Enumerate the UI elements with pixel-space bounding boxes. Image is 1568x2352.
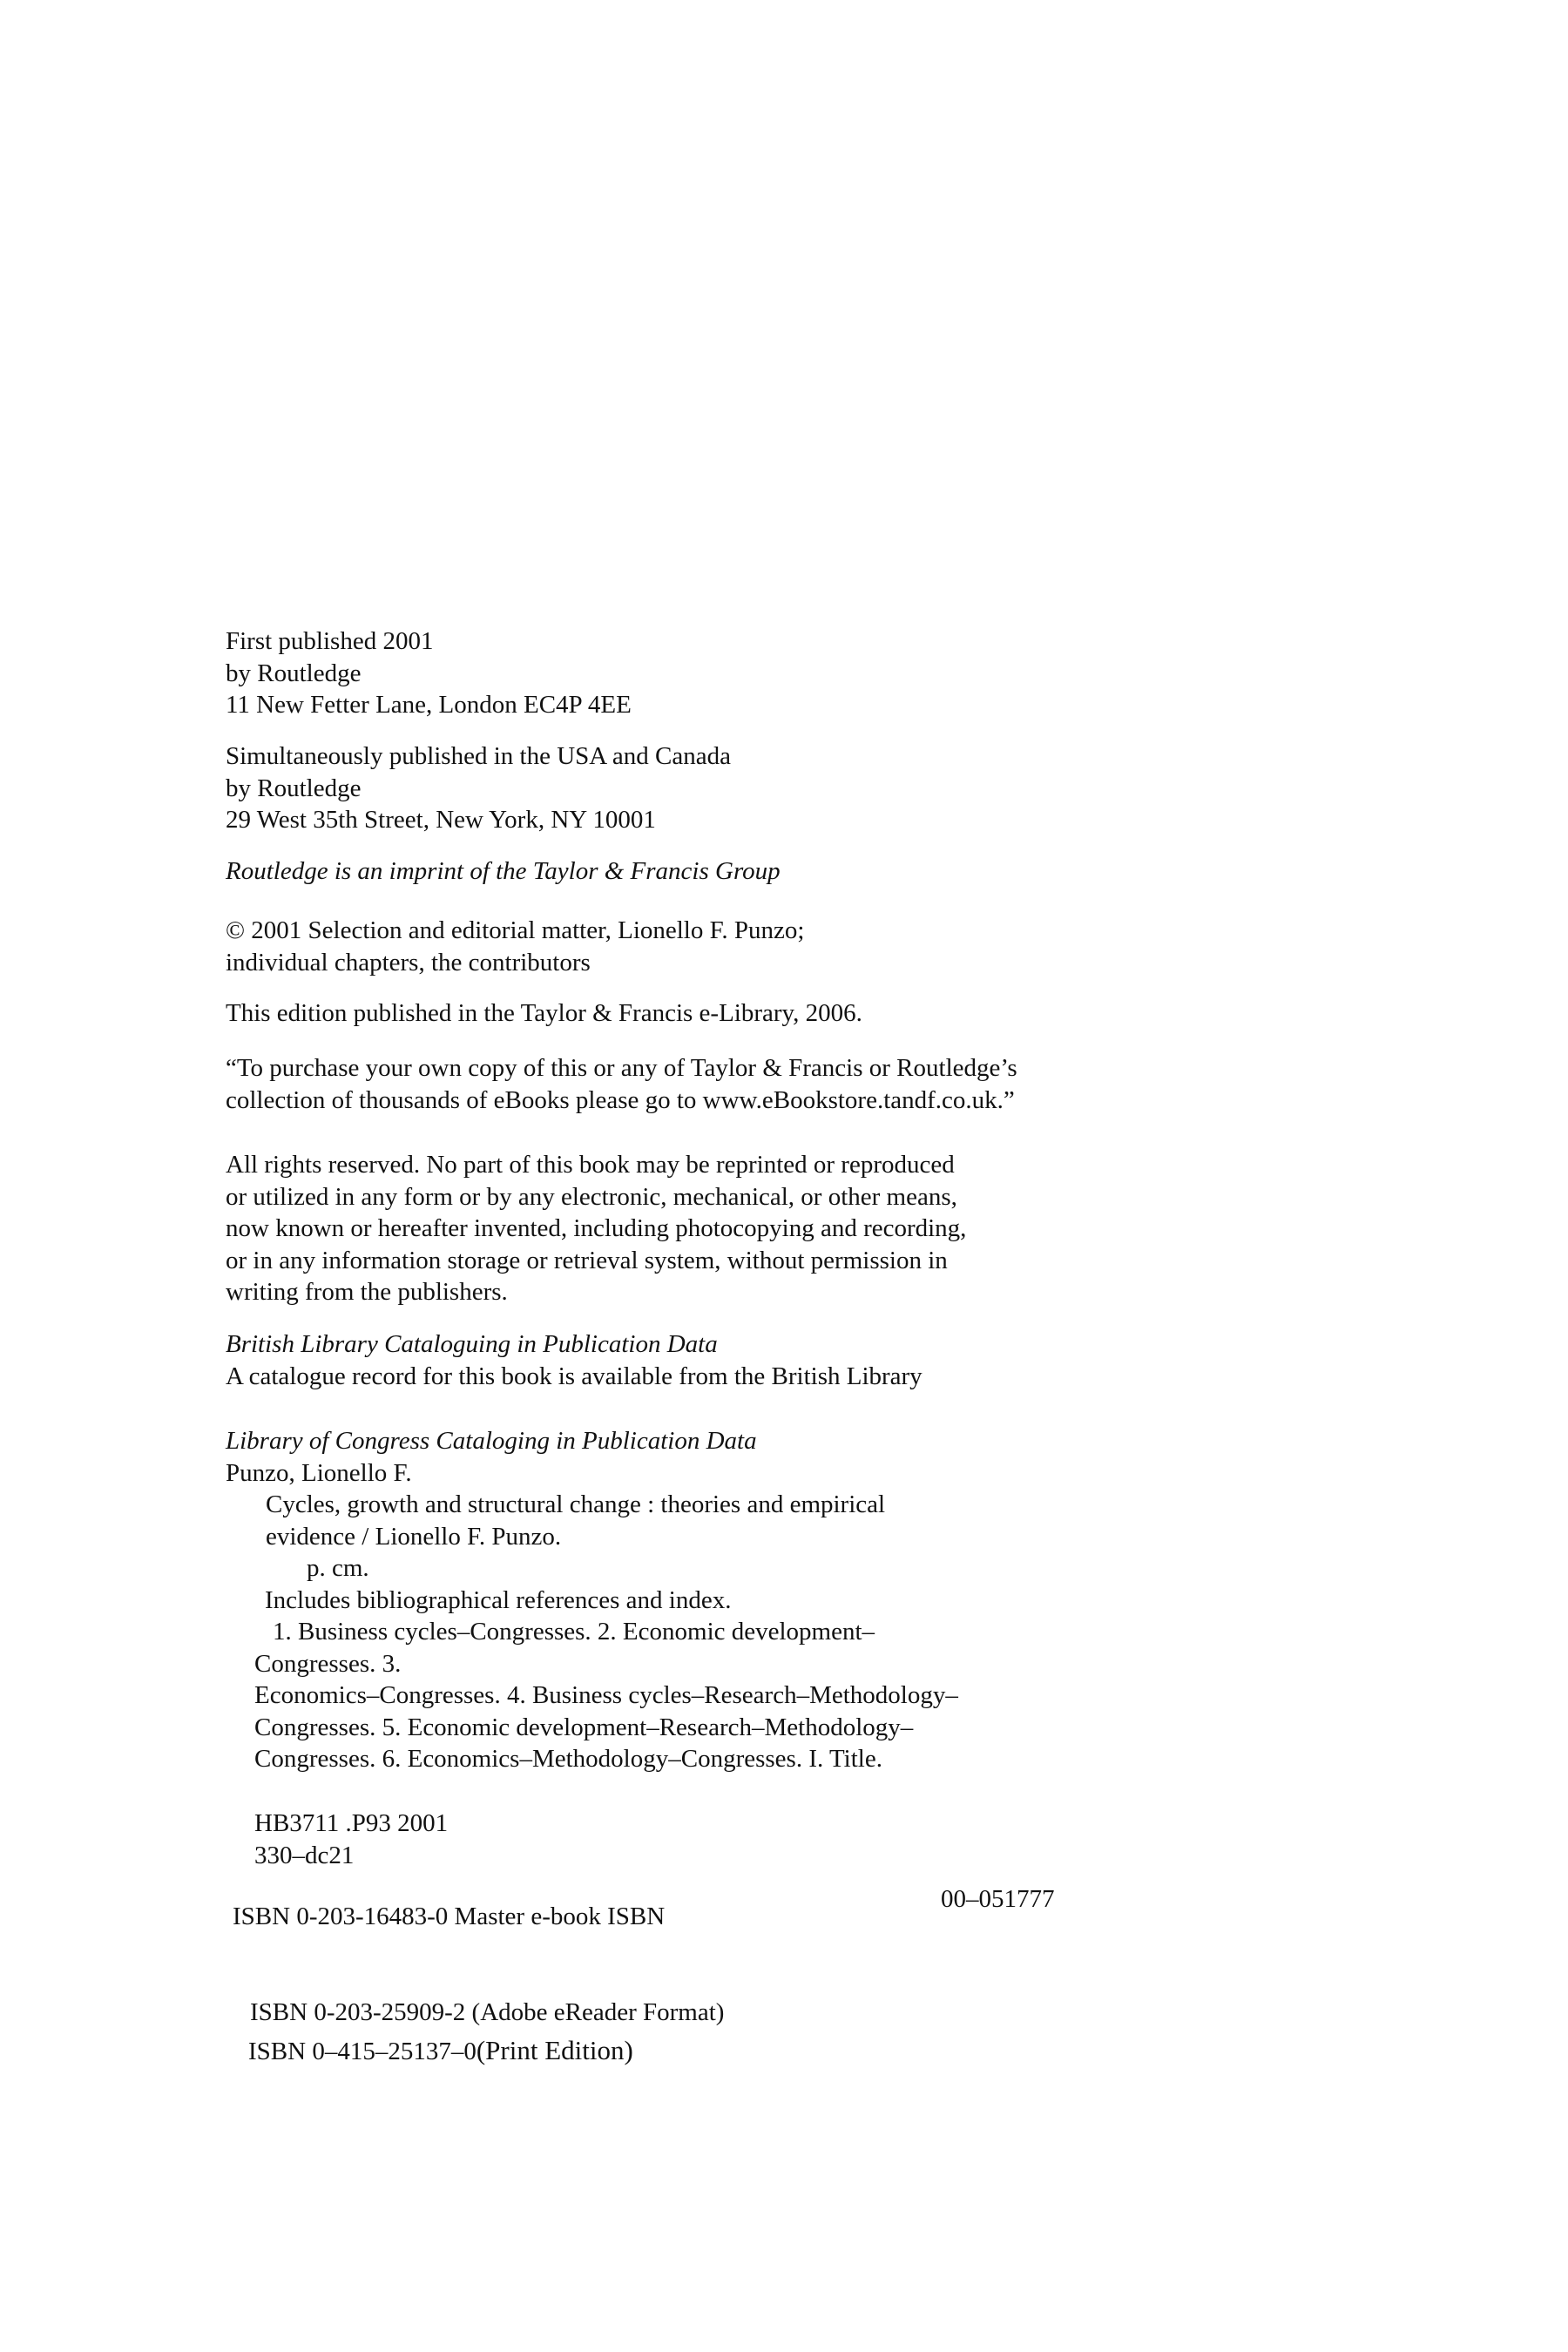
library-of-congress-lccn: 00–051777 bbox=[941, 1885, 1055, 1913]
library-of-congress-title: Library of Congress Cataloging in Publication Data bbox=[226, 1427, 757, 1455]
first-published-address: 11 New Fetter Lane, London EC4P 4EE bbox=[226, 691, 632, 719]
library-of-congress-dewey: 330–dc21 bbox=[254, 1841, 355, 1869]
british-library-text: A catalogue record for this book is available from the British Library bbox=[226, 1362, 923, 1390]
library-of-congress-subject-line: Congresses. 5. Economic development–Research–Methodology– bbox=[254, 1713, 914, 1741]
library-of-congress-entry-line: evidence / Lionello F. Punzo. bbox=[266, 1522, 562, 1551]
purchase-note-line: collection of thousands of eBooks please go to www.eBookstore.tandf.co.uk.” bbox=[226, 1085, 1015, 1114]
rights-line: or utilized in any form or by any electronic, mechanical, or other means, bbox=[226, 1182, 957, 1211]
rights-line: now known or hereafter invented, including photocopying and recording, bbox=[226, 1214, 967, 1242]
library-of-congress-author: Punzo, Lionello F. bbox=[226, 1458, 412, 1487]
library-of-congress-subject-line: 1. Business cycles–Congresses. 2. Economic development– bbox=[273, 1618, 875, 1646]
isbn-print-suffix: (Print Edition) bbox=[476, 2035, 633, 2065]
edition-note-text: This edition published in the Taylor & Francis e-Library, 2006. bbox=[226, 999, 862, 1027]
library-of-congress-subject-line: Congresses. 3. bbox=[254, 1649, 402, 1678]
print-isbn-block bbox=[248, 2035, 1250, 2068]
isbn-print-number: ISBN 0–415–25137–0 bbox=[248, 2038, 476, 2065]
library-of-congress-pages: p. cm. bbox=[307, 1554, 369, 1582]
rights-line: writing from the publishers. bbox=[226, 1278, 508, 1306]
simultaneous-publication-address: 29 West 35th Street, New York, NY 10001 bbox=[226, 806, 656, 834]
library-of-congress-includes: Includes bibliographical references and index. bbox=[265, 1585, 732, 1614]
master-isbn-block bbox=[233, 1901, 1234, 1933]
simultaneous-publication-publisher: by Routledge bbox=[226, 774, 362, 802]
imprint-note bbox=[226, 855, 1227, 888]
purchase-note bbox=[226, 1052, 1227, 1116]
library-of-congress-block bbox=[226, 1425, 1227, 1775]
first-published-publisher: by Routledge bbox=[226, 659, 362, 687]
simultaneous-publication-block bbox=[226, 740, 1227, 836]
isbn-master: ISBN 0-203-16483-0 Master e-book ISBN bbox=[233, 1903, 666, 1930]
copyright-line: © 2001 Selection and editorial matter, Lionello F. Punzo; bbox=[226, 916, 805, 944]
rights-line: or in any information storage or retrieval system, without permission in bbox=[226, 1246, 948, 1274]
rights-line: All rights reserved. No part of this book may be reprinted or reproduced bbox=[226, 1151, 955, 1179]
edition-note bbox=[226, 997, 1227, 1030]
rights-block bbox=[226, 1149, 1227, 1308]
first-published-block bbox=[226, 625, 1227, 721]
call-number-block bbox=[254, 1808, 1256, 1871]
simultaneous-publication-line: Simultaneously published in the USA and Canada bbox=[226, 742, 731, 770]
purchase-note-line: “To purchase your own copy of this or any of Taylor & Francis or Routledge’s bbox=[226, 1054, 1017, 1082]
copyright-contributors: individual chapters, the contributors bbox=[226, 948, 591, 977]
first-published-line: First published 2001 bbox=[226, 627, 434, 655]
copyright-block bbox=[226, 915, 1227, 978]
library-of-congress-subject-line: Congresses. 6. Economics–Methodology–Congresses. I. Title. bbox=[254, 1745, 882, 1773]
british-library-title: British Library Cataloguing in Publication Data bbox=[226, 1330, 718, 1358]
isbn-adobe: ISBN 0-203-25909-2 (Adobe eReader Format) bbox=[250, 1998, 725, 2026]
imprint-note-text: Routledge is an imprint of the Taylor & Francis Group bbox=[226, 857, 781, 885]
library-of-congress-call-number: HB3711 .P93 2001 bbox=[254, 1809, 449, 1837]
adobe-isbn-block bbox=[250, 1997, 1252, 2029]
british-library-block bbox=[226, 1328, 1227, 1392]
library-of-congress-entry-line: Cycles, growth and structural change : theories and empirical bbox=[266, 1490, 886, 1518]
library-of-congress-subject-line: Economics–Congresses. 4. Business cycles–Research–Methodology– bbox=[254, 1681, 958, 1709]
